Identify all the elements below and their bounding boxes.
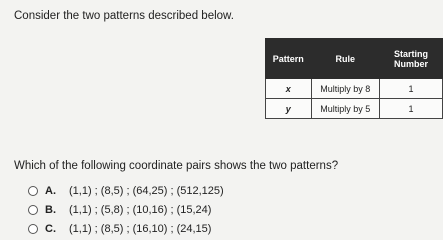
choice-c[interactable] <box>28 222 211 236</box>
rule-cell: Multiply by 5 <box>311 99 380 119</box>
choice-text: (1,1) ; (8,5) ; (64,25) ; (512,125) <box>69 185 224 197</box>
pattern-cell: y <box>266 99 312 119</box>
question-text: Which of the following coordinate pairs shows the two patterns? <box>14 160 339 172</box>
header-pattern: Pattern <box>266 39 312 79</box>
choice-text: (1,1) ; (5,8) ; (10,16) ; (15,24) <box>69 204 212 216</box>
rule-cell: Multiply by 8 <box>311 79 380 99</box>
radio-button[interactable] <box>28 205 38 215</box>
choice-letter: A. <box>45 185 56 197</box>
starting-number-cell: 1 <box>380 99 443 119</box>
header-rule: Rule <box>311 39 380 79</box>
table-header-row <box>266 39 443 79</box>
radio-button[interactable] <box>28 224 38 234</box>
header-starting-number: Starting Number <box>380 39 443 79</box>
choice-b[interactable] <box>28 203 211 217</box>
choice-a[interactable] <box>28 184 224 198</box>
table-row <box>266 79 443 99</box>
choice-letter: B. <box>45 204 56 216</box>
radio-button[interactable] <box>28 186 38 196</box>
pattern-cell: x <box>266 79 312 99</box>
patterns-table <box>265 38 443 119</box>
choice-letter: C. <box>45 223 56 235</box>
intro-text: Consider the two patterns described below. <box>14 10 234 22</box>
choice-text: (1,1) ; (8,5) ; (16,10) ; (24,15) <box>69 223 212 235</box>
starting-number-cell: 1 <box>380 79 443 99</box>
table-row <box>266 99 443 119</box>
